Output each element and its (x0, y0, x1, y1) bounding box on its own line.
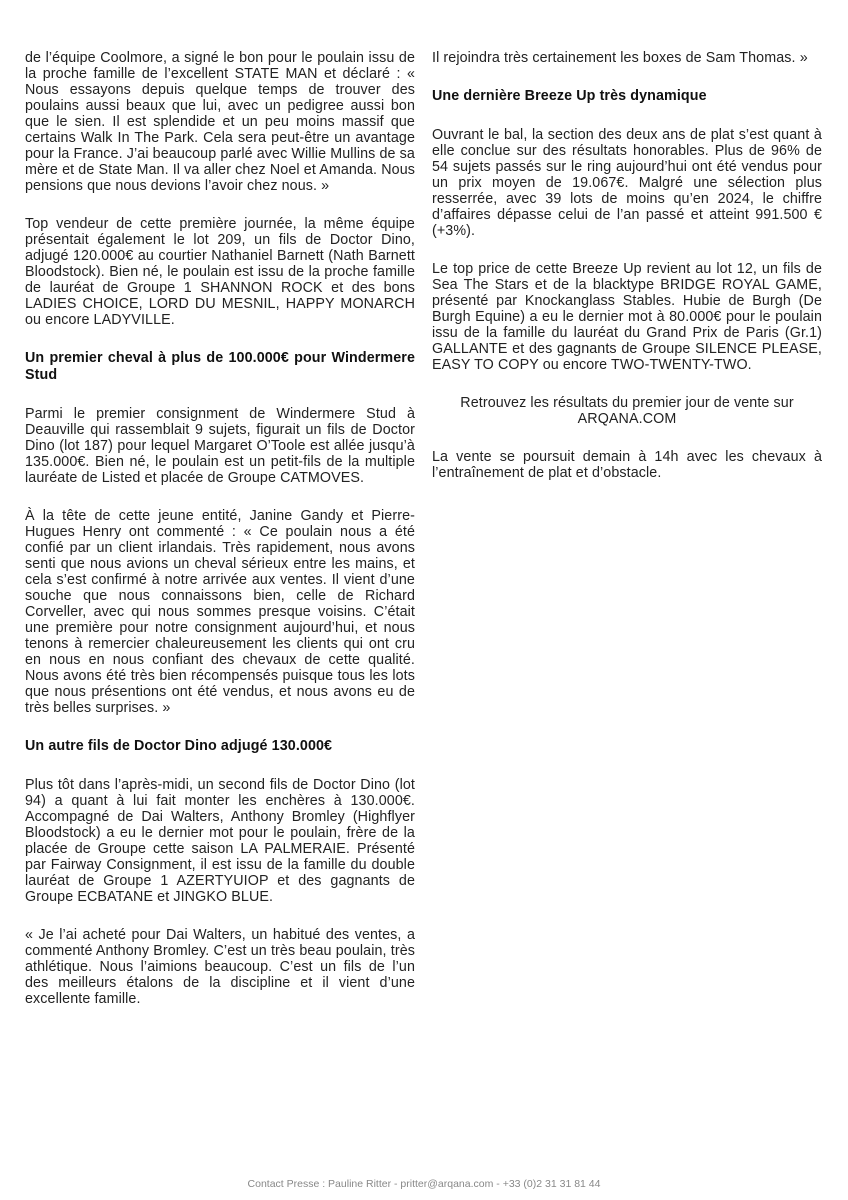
paragraph-breeze-up-results: Ouvrant le bal, la section des deux ans de plat s’est quant à elle conclue sur des résultats honorables. Plus de 96% de 54 sujets passés sur le ring aujourd’hui ont été vendus pour un prix moyen de 19.067€. Malgré une sélection plus resserrée, avec 39 lots de moins qu’en 2024, le chiffre d’affaires dépasse celui de l’an passé et atteint 991.500 € (+3%). (432, 127, 822, 239)
paragraph-coolmore-quote: de l’équipe Coolmore, a signé le bon pour le poulain issu de la proche famille de l’excellent STATE MAN et déclaré : « Nous essayons depuis quelque temps de trouver des poulains aussi beaux que lui, avec un pedigree aussi bon que le sien. Il est splendide et un peu moins massif que certains Walk In The Park. Cela sera peut-être un avantage pour la France. J’ai beaucoup parlé avec Willie Mullins de sa mère et de State Man. Il va aller chez Noel et Amanda. Nous pensions que nous devions l’avoir chez nous. » (25, 50, 415, 194)
paragraph-lot-94: Plus tôt dans l’après-midi, un second fils de Doctor Dino (lot 94) a quant à lui fait monter les enchères à 130.000€. Accompagné de Dai Walters, Anthony Bromley (Highflyer Bloodstock) a eu le dernier mot pour le poulain, frère de la placée de Groupe cette saison LA PALMERAIE. Présenté par Fairway Consignment, il est issu de la famille du double lauréat de Groupe 1 AZERTYUIOP et des gagnants de Groupe ECBATANE et JINGKO BLUE. (25, 777, 415, 905)
paragraph-windermere-consignment: Parmi le premier consignment de Windermere Stud à Deauville qui rassemblait 9 sujets, figurait un fils de Doctor Dino (lot 187) pour lequel Margaret O’Toole est allée jusqu’à 135.000€. Bien né, le poulain est un petit-fils de la multiple lauréate de Listed et placée de Groupe CATMOVES. (25, 406, 415, 486)
right-column (432, 50, 822, 503)
left-column (25, 50, 415, 1029)
paragraph-sam-thomas: Il rejoindra très certainement les boxes de Sam Thomas. » (432, 50, 808, 66)
paragraph-sale-continues: La vente se poursuit demain à 14h avec les chevaux à l’entraînement de plat et d’obstacle. (432, 449, 822, 481)
paragraph-top-vendor: Top vendeur de cette première journée, la même équipe présentait également le lot 209, un fils de Doctor Dino, adjugé 120.000€ au courtier Nathaniel Barnett (Nath Barnett Bloodstock). Bien né, le poulain est issu de la proche famille de lauréat de Groupe 1 SHANNON ROCK et des bons LADIES CHOICE, LORD DU MESNIL, HAPPY MONARCH ou encore LADYVILLE. (25, 216, 415, 328)
paragraph-top-price: Le top price de cette Breeze Up revient au lot 12, un fils de Sea The Stars et de la blacktype BRIDGE ROYAL GAME, présenté par Knockanglass Stables. Hubie de Burgh (De Burgh Equine) a eu le dernier mot à 80.000€ pour le poulain issu de la famille du lauréat du Grand Prix de Paris (Gr.1) GALLANTE et des gagnants de Groupe SILENCE PLEASE, EASY TO COPY ou encore TWO-TWENTY-TWO. (432, 261, 822, 373)
footer-press-contact: Contact Presse : Pauline Ritter - pritter@arqana.com - +33 (0)2 31 31 81 44 (247, 1178, 601, 1190)
heading-doctor-dino: Un autre fils de Doctor Dino adjugé 130.000€ (25, 738, 333, 754)
heading-breeze-up: Une dernière Breeze Up très dynamique (432, 88, 707, 104)
paragraph-windermere-quote: À la tête de cette jeune entité, Janine Gandy et Pierre-Hugues Henry ont commenté : « Ce poulain nous a été confié par un client irlandais. Très rapidement, nous avons senti que nous avions un cheval sérieux entre les mains, et cela s’est confirmé à notre arrivée aux ventes. Il vient d’une souche que nous connaissons bien, celle de Richard Corveller, avec qui nous sommes presque voisins. C’était une première pour notre consignment aujourd’hui, et nous tenons à remercier chaleureusement les clients qui ont cru en nous en nous confiant des chevaux de cette qualité. Nous avons été très bien récompensés puisque tous les lots que nous présentions ont été vendus, et nous avons eu de très belles surprises. » (25, 508, 415, 716)
paragraph-results-link: Retrouvez les résultats du premier jour de vente sur ARQANA.COM (460, 395, 794, 427)
heading-windermere-stud: Un premier cheval à plus de 100.000€ pour Windermere Stud (25, 350, 415, 383)
paragraph-bromley-quote: « Je l’ai acheté pour Dai Walters, un habitué des ventes, a commenté Anthony Bromley. C’est un très beau poulain, très athlétique. Nous l’aimions beaucoup. C’est un fils de l’un des meilleurs étalons de la discipline et il vient d’une excellente famille. (25, 927, 415, 1007)
